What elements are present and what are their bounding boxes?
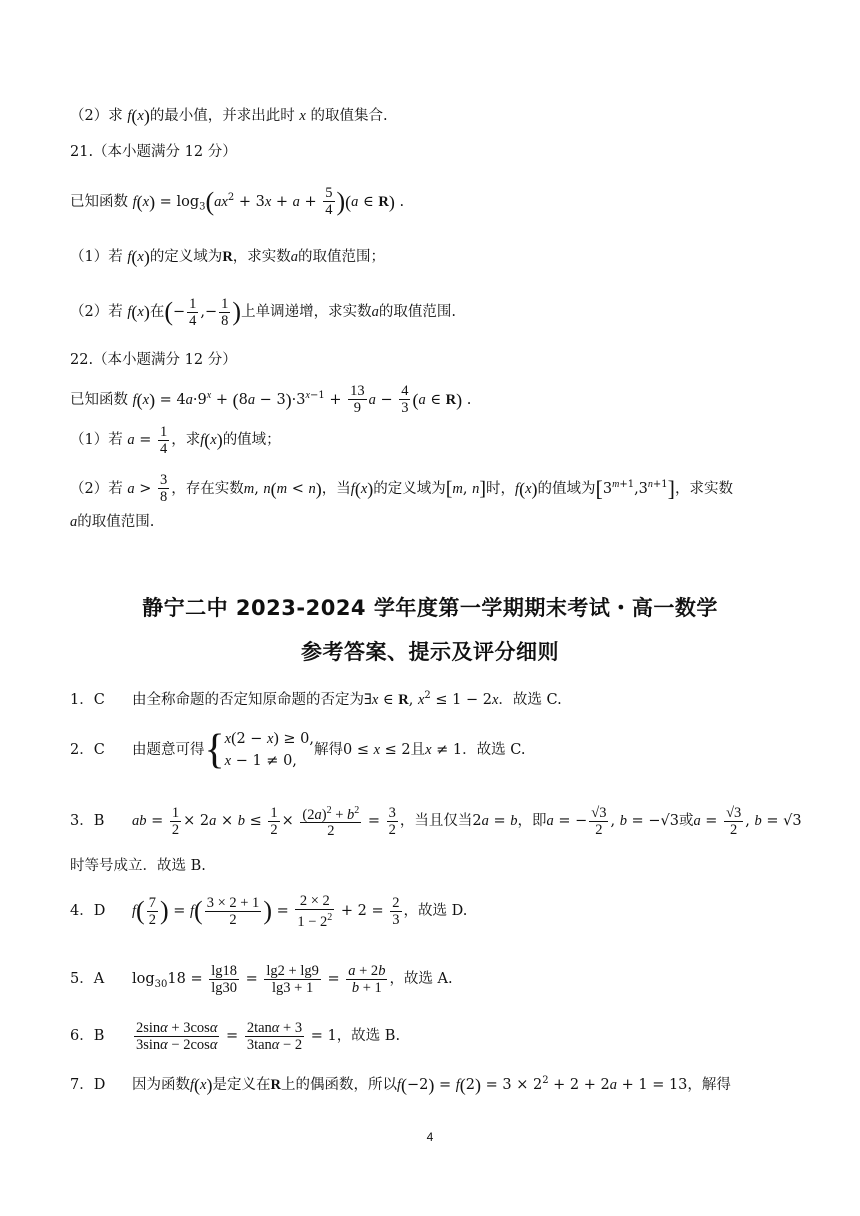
answer-4: 4．D f( $\frac{7}{2}$ ) = f( $\frac{3 \times 2 + 1}{2}$ ) = $\frac{2 \times 2}{1 - 2^2}$ + 2 = $\frac{2}{3}$ ，故选 D. [70,892,468,930]
q21-header: 21.（本小题满分 12 分） [70,144,237,160]
q20-part2: （2）求 f(x)的最小值，并求出此时 x 的取值集合. [70,106,388,126]
q22-part1: （1）若 a = $\frac{1}{4}$ ，求f(x)的值域； [70,423,281,457]
answer-7: 7．D 因为函数f(x)是定义在R上的偶函数，所以$f(-2) = f(2) = 3 \times 2^2 + 2 + 2a + 1 = 13$，解得 [70,1074,731,1095]
q22-header: 22.（本小题满分 12 分） [70,352,237,368]
q22-part2: （2）若 a > $\frac{3}{8}$ ，存在实数m, n(m < n)，当f(x)的定义域为[m, n]时，f(x)的值域为$[3^{m+1},3^{n+1}]$，求实数 [70,472,733,506]
q22-function: 已知函数 $f(x) = 4a\cdot 9^x + (8a - 3)\cdot 3^{x-1}$ + $\frac{13}{9}$ a − $\frac{4}{3}$ (a ∈ R) . [70,383,472,417]
answer-5: 5．A $\log_{30}18$ = $\frac{\lg 18}{\lg 30}$ = $\frac{\lg 2 + \lg 9}{\lg 3 + 1}$ = $\frac{a + 2b}{b + 1}$ ，故选 A. [70,962,453,996]
page-number: 4 [426,1130,434,1144]
answer-3-line2: 时等号成立．故选 B. [70,858,206,874]
q22-part2-line2: a的取值范围. [70,514,155,530]
answer-1: 1．C 由全称命题的否定知原命题的否定为∃x ∈ R, $x^2 \le 1 - 2x$．故选 C. [70,690,562,708]
answer-2: 2．C 由题意可得{ x(2 − x) ≥ 0, x − 1 ≠ 0, 解得0 ≤ x ≤ 2且x ≠ 1．故选 C. [70,727,526,773]
q21-part2: （2）若 f(x)在(− $\frac{1}{4}$ ,− $\frac{1}{8}$ )上单调递增，求实数a的取值范围. [70,295,456,329]
q21-part1: （1）若 f(x)的定义域为R，求实数a的取值范围； [70,247,386,267]
answer-title: 静宁二中 2023-2024 学年度第一学期期末考试・高一数学 [142,596,718,620]
answer-3: 3．B ab = $\frac{1}{2}$ × 2a × b ≤ $\frac{1}{2}$ × $\frac{(2a)^2 + b^2}{2}$ = $\frac{3}{2}$ ，当且仅当2a = b，即a = − $\frac{√3}{2}$ , b = −√3或a = $\frac{√3}{2}$ , b = √3 [70,804,802,840]
answer-6: 6．B $\frac{2\sin\alpha + 3\cos\alpha}{3\sin\alpha - 2\cos\alpha}$ = $\frac{2\tan\alpha + 3}{3\tan\alpha - 2}$ = 1，故选 B. [70,1019,401,1053]
answer-subtitle: 参考答案、提示及评分细则 [301,640,559,664]
q21-function: 已知函数 $f(x) = \log_3(ax^2 + 3x + a$ + $\frac{5}{4}$ )(a ∈ R) . [70,185,405,219]
